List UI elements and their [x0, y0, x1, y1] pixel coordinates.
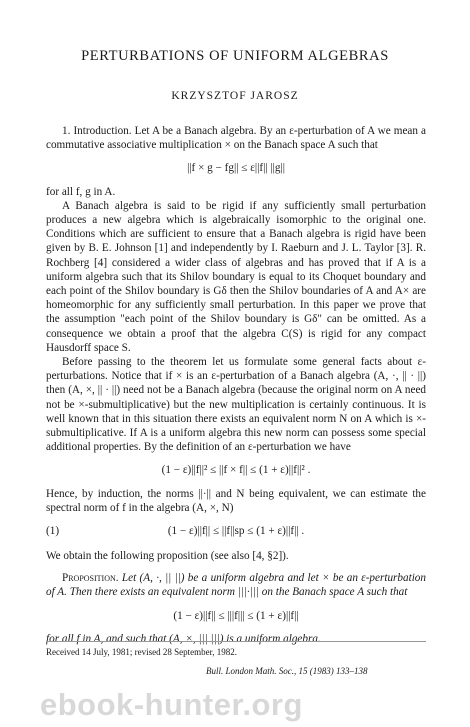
equation-square: (1 − ε)||f||² ≤ ||f × f|| ≤ (1 + ε)||f||² . [161, 464, 311, 477]
paper-title: PERTURBATIONS OF UNIFORM ALGEBRAS [81, 48, 389, 64]
paragraph-obtain: We obtain the following proposition (see also [4, §2]). [46, 550, 289, 563]
paragraph-general-facts: Before passing to the theorem let us formulate some general facts about ε-perturbations. Notice that if × is an ε-perturbation of a Banach algebra (A, ·, || · ||) then (A, ×, || · ||) need not be a Banach algebra (because the original norm on A need not be ×-submultiplicative) but the new multiplication is certainly continuous. It is well known that in this situation there exists an equivalent norm N on A which is ×-submultiplicative. If A is a uniform algebra this new norm can possess some special additional properties. By the definition of an ε-perturbation we have [46, 356, 426, 454]
equation-1-row [46, 524, 426, 540]
journal-citation: Bull. London Math. Soc., 15 (1983) 133–138 [206, 666, 368, 676]
equation-number: (1) [46, 525, 60, 538]
paragraph-uniform-algebra: for all f in A, and such that (A, ×, ||| |||) is a uniform algebra. [46, 632, 321, 645]
equation-perturbation: ||f × g − fg|| ≤ ε||f|| ||g|| [187, 162, 285, 175]
body-section-1 [46, 124, 426, 646]
proposition-label: Proposition. [62, 572, 119, 585]
watermark-logo: ebook-hunter.org [40, 687, 303, 722]
equation-spectral-norm: (1 − ε)||f|| ≤ ||f||sp ≤ (1 + ε)||f|| . [167, 525, 305, 538]
footnote-divider [46, 641, 426, 642]
equation-proposition: (1 − ε)||f|| ≤ |||f||| ≤ (1 + ε)||f|| [173, 609, 299, 622]
proposition-text: Let (A, ·, || ||) be a uniform algebra and let × be an ε-perturbation of A. Then there exists an equivalent norm |||·||| on the Banach space A such that [46, 572, 426, 599]
paragraph-introduction: 1. Introduction. Let A be a Banach algebra. By an ε-perturbation of A we mean a commutative associative multiplication × on the Banach space A such that [46, 125, 426, 152]
received-note: Received 14 July, 1981; revised 28 September, 1982. [46, 647, 238, 657]
paragraph-rigid: A Banach algebra is said to be rigid if any sufficiently small perturbation produces a new algebra which is algebraically isomorphic to the original one. Conditions which are sufficient to ensure that a Banach algebra is rigid have been given by B. E. Johnson [1] and independently by I. Raeburn and J. L. Taylor [3]. R. Rochberg [4] considered a wider class of algebras and has proved that if A is a uniform algebra such that its Shilov boundary is equal to its Choquet boundary and each point of the Shilov boundary is Gδ then the Shilov boundaries of A and A× are homeomorphic for any sufficiently small perturbation. In this paper we prove that the assumption "each point of the Shilov boundary is Gδ" can be omitted. As a consequence we obtain a proof that the algebra C(S) is rigid for any compact Hausdorff space S. [46, 199, 426, 354]
paragraph-for-all: for all f, g in A. [46, 185, 116, 198]
paper-author: KRZYSZTOF JAROSZ [171, 90, 299, 102]
proposition-statement [46, 571, 426, 599]
paragraph-induction: Hence, by induction, the norms ||·|| and N being equivalent, we can estimate the spectral norm of f in the algebra (A, ×, N) [46, 487, 426, 514]
